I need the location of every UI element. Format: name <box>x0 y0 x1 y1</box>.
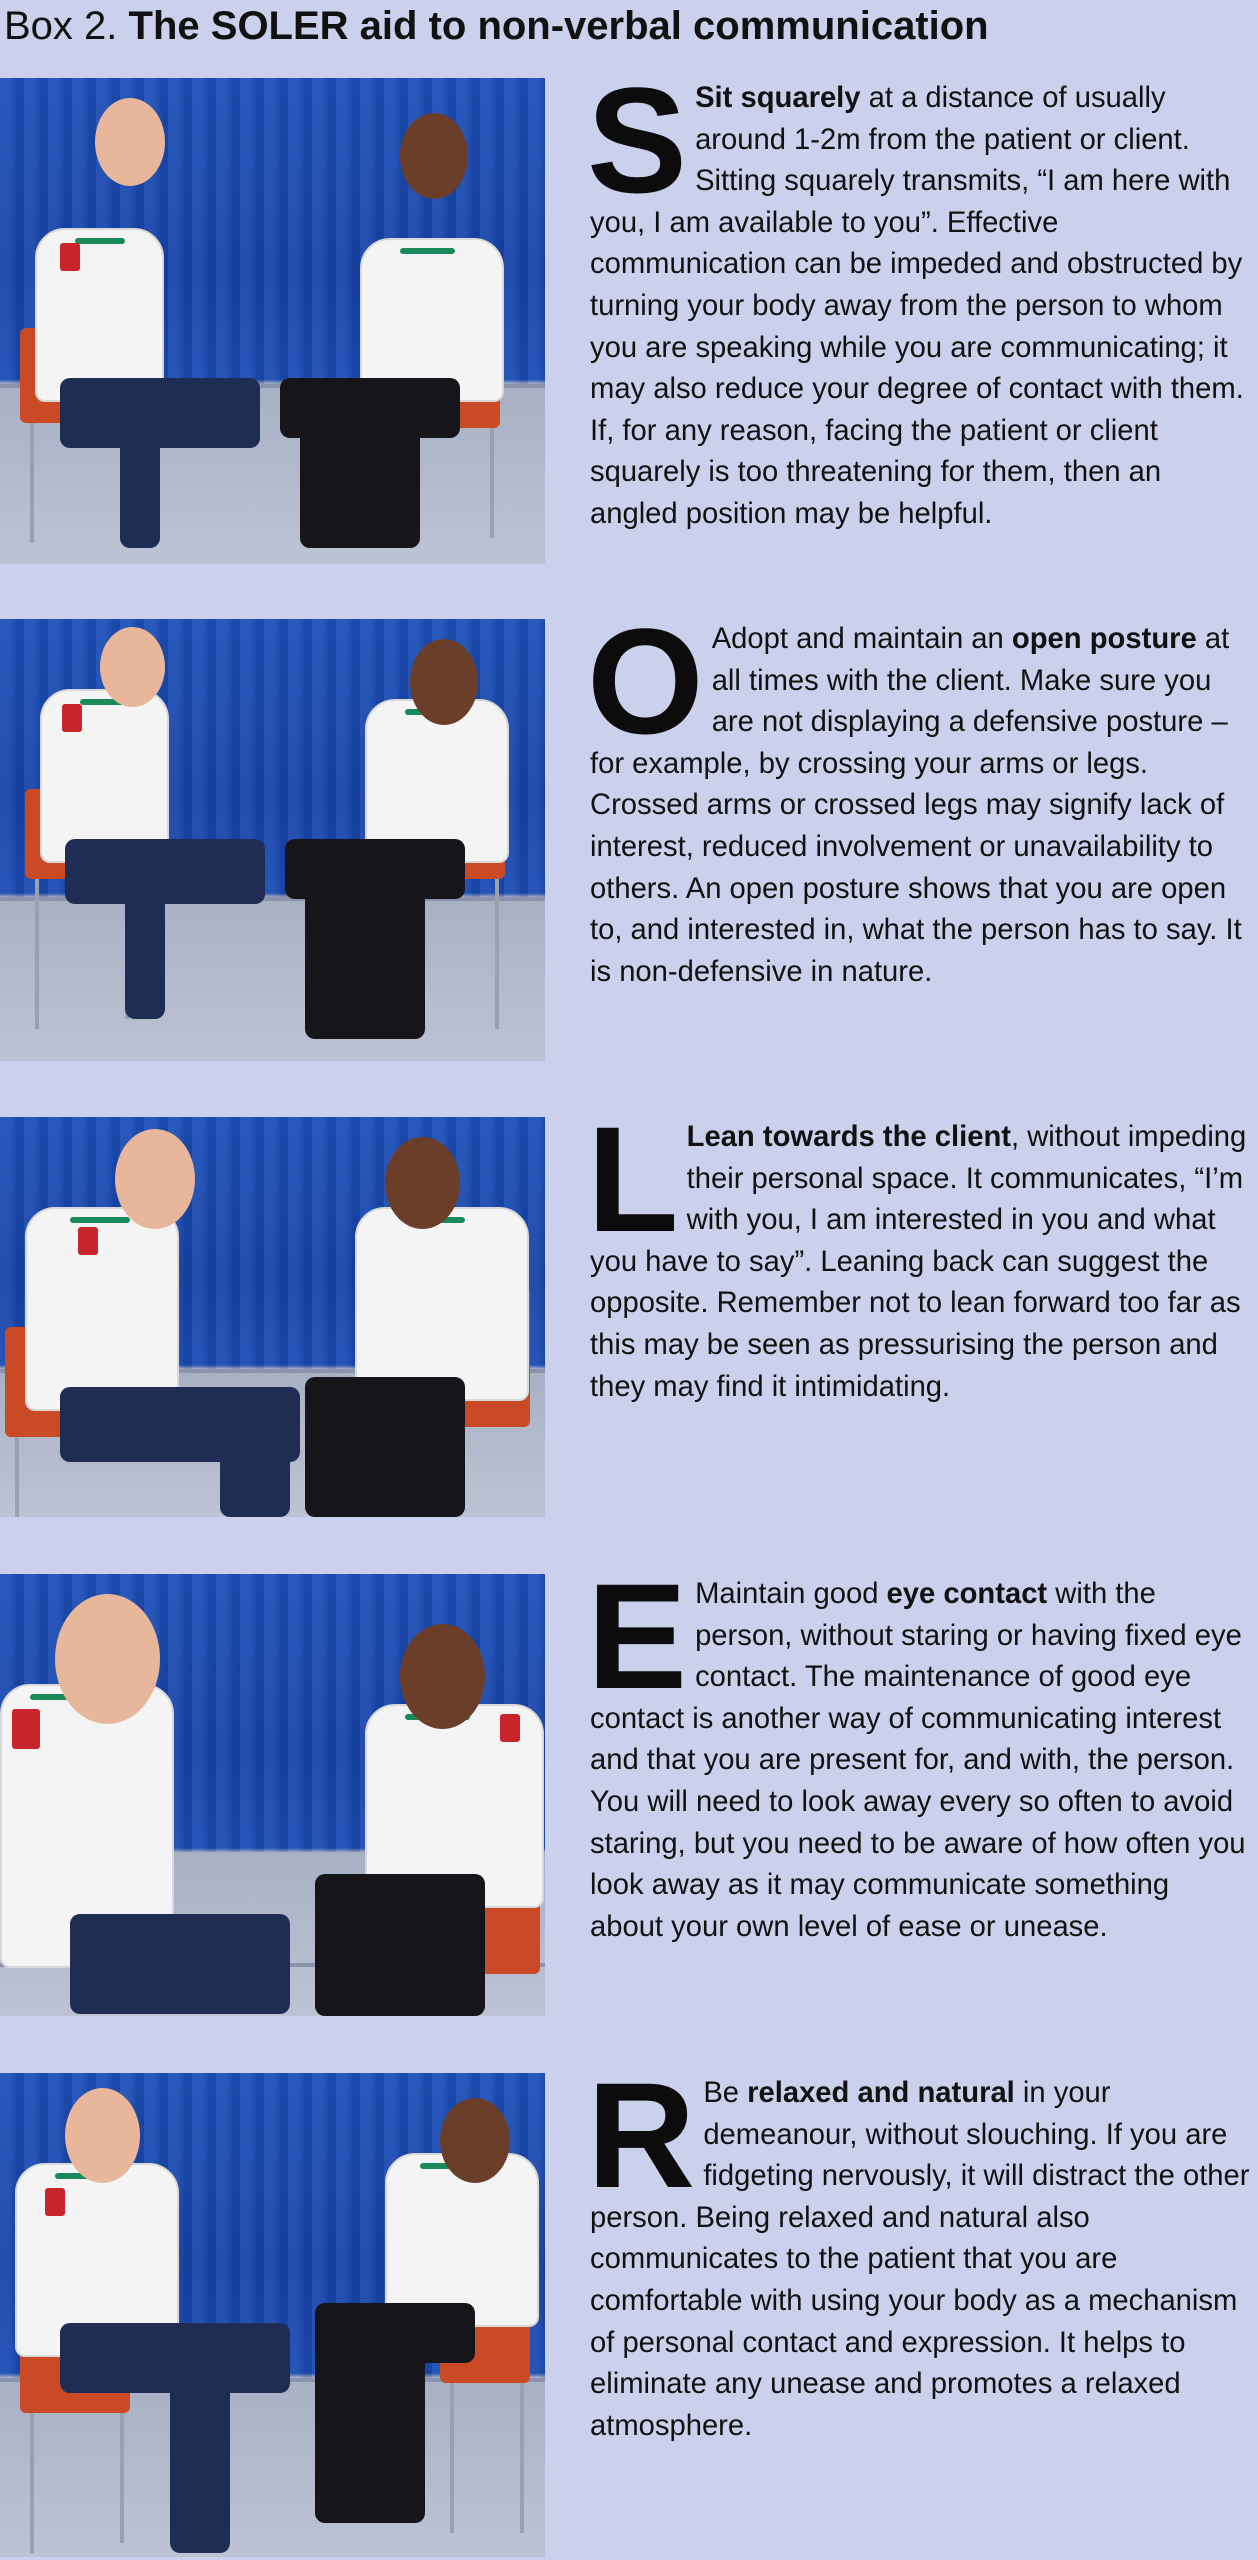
drop-cap-r: R <box>587 2051 696 2219</box>
photo-sit-squarely <box>0 78 545 564</box>
key-term-sit-squarely: Sit squarely <box>695 82 861 114</box>
section-text-l: L Lean towards the client, without impeding their personal space. It communicates, “I’m with you, I am interested in you and what you have to say”. Leaning back can suggest the opposite. Remember not to lean forward too far as this may be seen as pressurising the person and they may find it intimidating. <box>587 1095 1247 1403</box>
section-relaxed <box>0 2051 1258 2557</box>
section-text-s: S Sit squarely at a distance of usually around 1-2m from the patient or client. Sitting squarely transmits, “I am here with you, I am available to you”. Effective communication can be impeded and obstructed by turning your body away from the person to whom you are speaking while you are communicating; it may also reduce your degree of contact with them. If, for any reason, facing the patient or client squarely is too threatening for them, then an angled position may be helpful. <box>587 56 1244 530</box>
box-title <box>4 0 989 52</box>
photo-open-posture <box>0 619 545 1061</box>
box-heading: The SOLER aid to non-verbal communication <box>128 4 989 48</box>
key-term-lean-towards: Lean towards the client <box>686 1121 1012 1153</box>
box-label: Box 2. <box>4 4 118 48</box>
drop-cap-o: O <box>587 597 704 765</box>
section-text-e: E Maintain good eye contact with the person, without staring or having fixed eye contact. The maintenance of good eye contact is another way of communicating interest and that you are present for, and with, the person. You will need to look away every so often to avoid staring, but you need to be aware of how often you look away as it may communicate something about your own level of ease or unease. <box>587 1552 1246 1943</box>
photo-relaxed <box>0 2073 545 2557</box>
section-lean <box>0 1095 1258 1517</box>
key-term-relaxed-natural: relaxed and natural <box>747 2077 1015 2109</box>
section-open-posture <box>0 597 1258 1061</box>
section-sit-squarely <box>0 56 1258 564</box>
key-term-eye-contact: eye contact <box>886 1578 1048 1610</box>
drop-cap-e: E <box>587 1552 688 1720</box>
photo-eye-contact <box>0 1574 545 2016</box>
key-term-open-posture: open posture <box>1011 623 1197 655</box>
section-text-o: O Adopt and maintain an open posture at all times with the client. Make sure you are not displaying a defensive posture – for example, by crossing your arms or legs. Crossed arms or crossed legs may signify lack of interest, reduced involvement or unavailability to others. An open posture shows that you are open to, and interested in, what the person has to say. It is non-defensive in nature. <box>587 597 1242 988</box>
drop-cap-l: L <box>587 1095 679 1263</box>
section-text-r: R Be relaxed and natural in your demeanour, without slouching. If you are fidgeting nervously, it will distract the other person. Being relaxed and natural also communicates to the patient that you are comfortable with using your body as a mechanism of personal contact and expression. It helps to eliminate any unease and promotes a relaxed atmosphere. <box>587 2051 1250 2442</box>
section-eye-contact <box>0 1552 1258 2016</box>
drop-cap-s: S <box>587 56 688 224</box>
photo-lean <box>0 1117 545 1517</box>
